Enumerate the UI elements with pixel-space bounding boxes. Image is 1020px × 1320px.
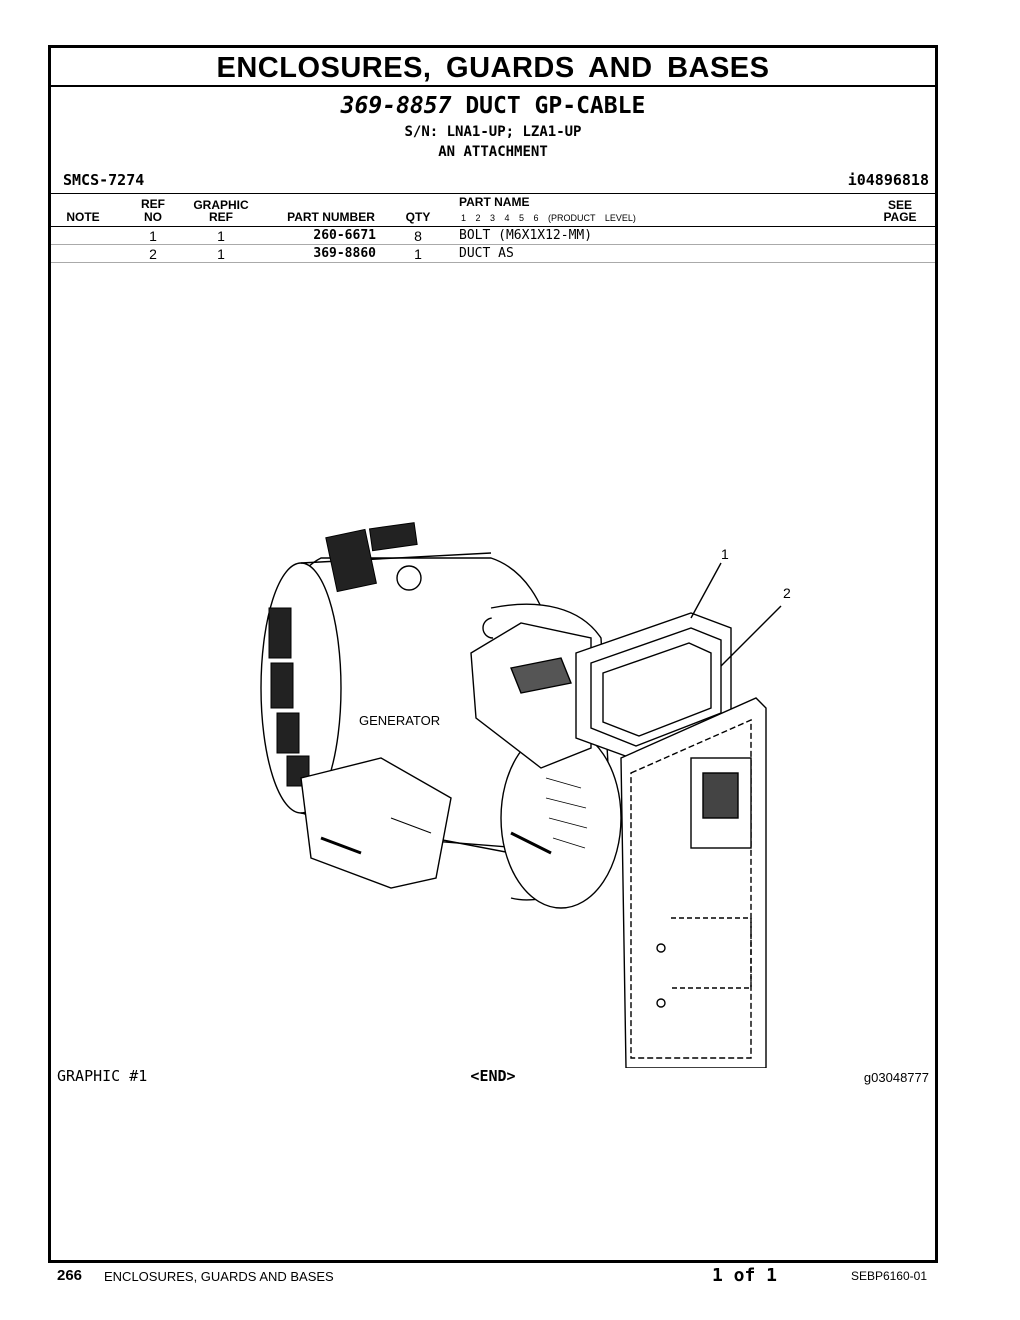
- callout-2: 2: [783, 585, 791, 601]
- row-part-name: DUCT AS: [459, 246, 514, 261]
- header-divider: [51, 193, 935, 194]
- section-title: ENCLOSURES, GUARDS AND BASES: [51, 48, 935, 87]
- serial-numbers: S/N: LNA1-UP; LZA1-UP: [404, 124, 582, 140]
- col-part-number: PART NUMBER: [287, 210, 375, 224]
- callout-1: 1: [721, 546, 729, 562]
- page-frame: [48, 45, 938, 1263]
- col-graphic-top: GRAPHIC: [193, 198, 249, 212]
- col-product-levels: 1 2 3 4 5 6 (PRODUCT LEVEL): [461, 213, 636, 223]
- row-part-number: 369-8860: [313, 246, 376, 261]
- part-title: [51, 93, 935, 119]
- document-id: SEBP6160-01: [850, 1269, 927, 1283]
- row-divider: [51, 262, 935, 263]
- generator-label: GENERATOR: [359, 713, 441, 728]
- page-of: 1 of 1: [712, 1265, 778, 1286]
- col-part-name: PART NAME: [459, 195, 530, 209]
- col-qty: QTY: [405, 210, 431, 224]
- group-part-name: DUCT GP-CABLE: [465, 93, 646, 119]
- graphic-id: g03048777: [863, 1070, 929, 1085]
- row-qty: 8: [414, 228, 422, 244]
- row-ref: 2: [149, 246, 157, 262]
- table-header-divider: [51, 226, 935, 227]
- col-note: NOTE: [66, 210, 100, 224]
- col-ref-top: REF: [141, 197, 165, 211]
- col-graphic-bottom: REF: [209, 210, 233, 224]
- end-marker: <END>: [470, 1067, 516, 1085]
- group-part-number: 369-8857: [340, 93, 452, 119]
- row-graphic-ref: 1: [217, 246, 225, 262]
- col-see-bottom: PAGE: [883, 210, 917, 224]
- footer-section: ENCLOSURES, GUARDS AND BASES: [104, 1269, 334, 1284]
- col-see-top: SEE: [887, 198, 912, 212]
- illustration-id: i04896818: [847, 171, 929, 189]
- row-divider: [51, 244, 935, 245]
- row-graphic-ref: 1: [217, 228, 225, 244]
- row-qty: 1: [414, 246, 422, 262]
- graphic-number: GRAPHIC #1: [57, 1067, 148, 1085]
- generator-duct-illustration: [191, 488, 831, 1068]
- col-ref-bottom: NO: [144, 210, 162, 224]
- smcs-code: SMCS-7274: [63, 171, 145, 189]
- row-part-name: BOLT (M6X1X12-MM): [459, 228, 593, 243]
- attachment-label: AN ATTACHMENT: [438, 144, 548, 160]
- row-ref: 1: [149, 228, 157, 244]
- row-part-number: 260-6671: [313, 228, 376, 243]
- page-number: 266: [57, 1267, 83, 1284]
